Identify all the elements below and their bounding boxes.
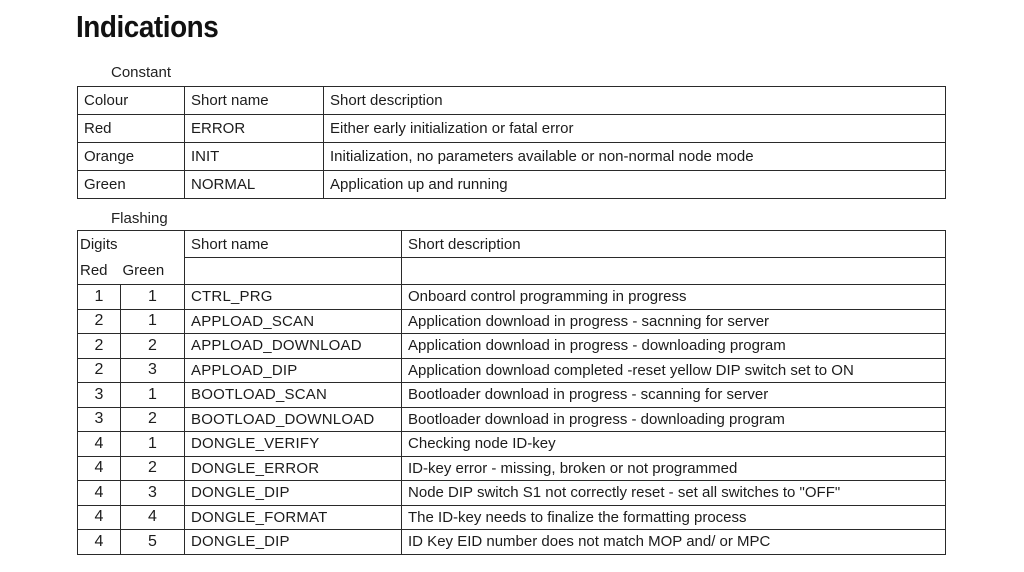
cell-short-name: INIT [185, 143, 324, 171]
cell-short-name: ERROR [185, 115, 324, 143]
header-colour: Colour [78, 87, 185, 115]
cell-description: Checking node ID-key [402, 432, 946, 457]
cell-colour: Green [78, 171, 185, 199]
cell-description: Bootloader download in progress - downloading program [402, 407, 946, 432]
cell-description: Bootloader download in progress - scanning for server [402, 383, 946, 408]
cell-description: Initialization, no parameters available or non-normal node mode [324, 143, 946, 171]
cell-short-name: BOOTLOAD_DOWNLOAD [185, 407, 402, 432]
cell-description: Application download in progress - sacnning for server [402, 309, 946, 334]
header-blank [185, 258, 402, 285]
cell-green-digit: 1 [121, 285, 185, 310]
flashing-caption: Flashing [111, 210, 168, 227]
header-digits: Digits [78, 231, 185, 258]
cell-short-name: BOOTLOAD_SCAN [185, 383, 402, 408]
cell-red-digit: 4 [78, 530, 121, 555]
cell-short-name: DONGLE_VERIFY [185, 432, 402, 457]
table-row [78, 285, 946, 310]
table-row [78, 143, 946, 171]
flashing-table [77, 230, 946, 555]
cell-short-name: CTRL_PRG [185, 285, 402, 310]
cell-green-digit: 2 [121, 456, 185, 481]
cell-green-digit: 3 [121, 358, 185, 383]
cell-description: ID-key error - missing, broken or not programmed [402, 456, 946, 481]
cell-short-name: DONGLE_FORMAT [185, 505, 402, 530]
cell-short-name: APPLOAD_DIP [185, 358, 402, 383]
cell-green-digit: 5 [121, 530, 185, 555]
header-blank [402, 258, 946, 285]
cell-short-name: DONGLE_DIP [185, 530, 402, 555]
cell-description: Application download in progress - downloading program [402, 334, 946, 359]
cell-description: Either early initialization or fatal error [324, 115, 946, 143]
cell-short-name: APPLOAD_SCAN [185, 309, 402, 334]
cell-red-digit: 3 [78, 407, 121, 432]
table-row [78, 115, 946, 143]
table-row [78, 432, 946, 457]
cell-red-digit: 2 [78, 358, 121, 383]
table-header-row [78, 87, 946, 115]
cell-short-name: APPLOAD_DOWNLOAD [185, 334, 402, 359]
cell-short-name: NORMAL [185, 171, 324, 199]
constant-caption: Constant [111, 64, 172, 81]
cell-description: Application download completed -reset yellow DIP switch set to ON [402, 358, 946, 383]
header-short-description: Short description [324, 87, 946, 115]
cell-colour: Red [78, 115, 185, 143]
table-row [78, 407, 946, 432]
cell-red-digit: 2 [78, 334, 121, 359]
table-row [78, 309, 946, 334]
cell-description: ID Key EID number does not match MOP and/ or MPC [402, 530, 946, 555]
cell-red-digit: 4 [78, 505, 121, 530]
header-green: Green [121, 258, 185, 285]
cell-red-digit: 4 [78, 456, 121, 481]
cell-description: Node DIP switch S1 not correctly reset - set all switches to "OFF" [402, 481, 946, 506]
table-row [78, 383, 946, 408]
cell-red-digit: 2 [78, 309, 121, 334]
cell-short-name: DONGLE_ERROR [185, 456, 402, 481]
cell-green-digit: 2 [121, 407, 185, 432]
table-subheader-row [78, 258, 946, 285]
cell-red-digit: 3 [78, 383, 121, 408]
cell-description: Application up and running [324, 171, 946, 199]
cell-green-digit: 1 [121, 309, 185, 334]
cell-short-name: DONGLE_DIP [185, 481, 402, 506]
cell-description: Onboard control programming in progress [402, 285, 946, 310]
header-red: Red [78, 258, 121, 285]
header-short-name: Short name [185, 231, 402, 258]
table-row [78, 358, 946, 383]
cell-red-digit: 4 [78, 481, 121, 506]
table-row [78, 481, 946, 506]
constant-table [77, 86, 946, 199]
page-title: Indications [76, 9, 219, 44]
header-short-name: Short name [185, 87, 324, 115]
table-header-row [78, 231, 946, 258]
cell-description: The ID-key needs to finalize the formatting process [402, 505, 946, 530]
cell-green-digit: 1 [121, 383, 185, 408]
table-row [78, 171, 946, 199]
cell-green-digit: 2 [121, 334, 185, 359]
table-row [78, 456, 946, 481]
cell-red-digit: 4 [78, 432, 121, 457]
header-short-description: Short description [402, 231, 946, 258]
cell-colour: Orange [78, 143, 185, 171]
cell-green-digit: 1 [121, 432, 185, 457]
table-row [78, 505, 946, 530]
cell-green-digit: 4 [121, 505, 185, 530]
cell-green-digit: 3 [121, 481, 185, 506]
cell-red-digit: 1 [78, 285, 121, 310]
table-row [78, 334, 946, 359]
table-row [78, 530, 946, 555]
